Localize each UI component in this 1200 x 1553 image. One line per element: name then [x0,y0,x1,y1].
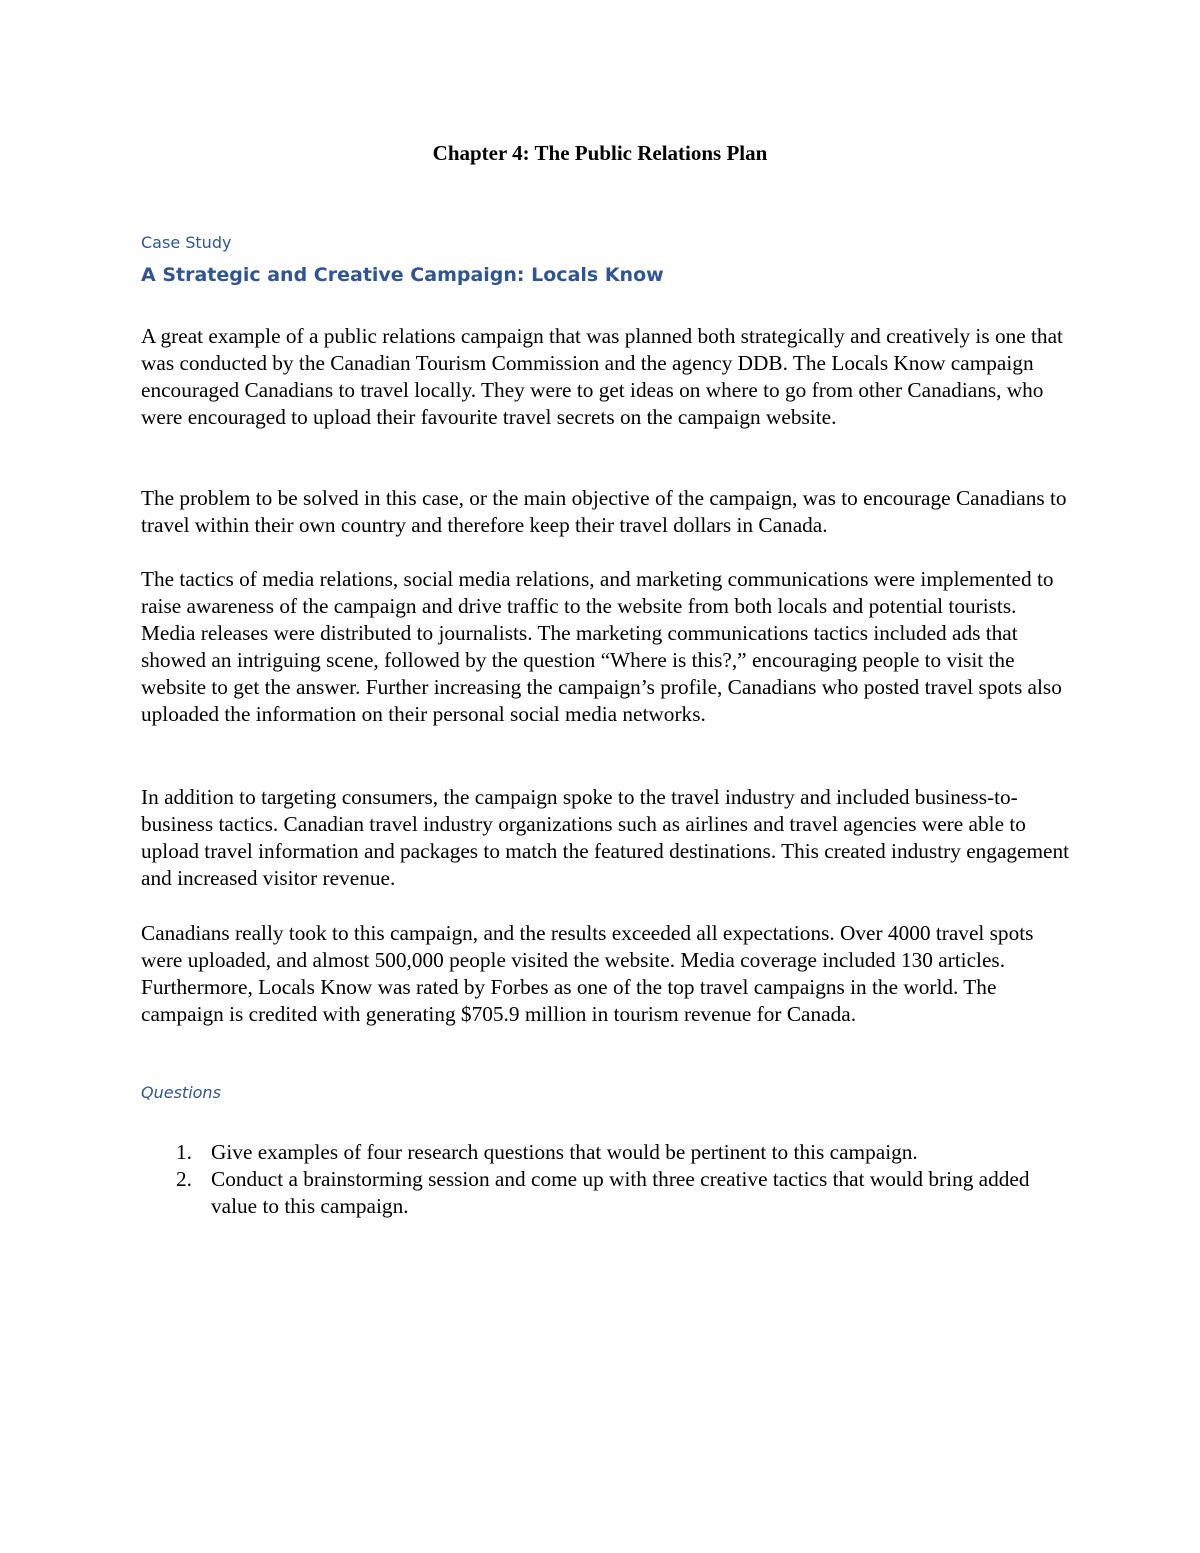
list-item [141,1166,1071,1220]
section-label-case-study: Case Study [141,233,232,252]
page-title: Chapter 4: The Public Relations Plan [432,141,768,165]
questions-heading: Questions [141,1083,221,1102]
case-study-subtitle: A Strategic and Creative Campaign: Locals Know [141,264,664,286]
paragraph-tactics: The tactics of media relations, social media relations, and marketing communications were implemented to raise awareness of the campaign and drive traffic to the website from both locals and potential tourists. Media releases were distributed to journalists. The marketing communications tactics included ads that showed an intriguing scene, followed by the question “Where is this?,” encouraging people to visit the website to get the answer. Further increasing the campaign’s profile, Canadians who posted travel spots also uploaded the information on their personal social media networks. [141,567,1062,726]
question-text: Give examples of four research questions that would be pertinent to this campaign. [211,1140,918,1164]
paragraph-b2b: In addition to targeting consumers, the campaign spoke to the travel industry and included business-to-business tactics. Canadian travel industry organizations such as airlines and travel agencies were able to upload travel information and packages to match the featured destinations. This created industry engagement and increased visitor revenue. [141,785,1070,890]
question-text: Conduct a brainstorming session and come up with three creative tactics that would bring added value to this campaign. [211,1167,1030,1218]
paragraph-intro: A great example of a public relations campaign that was planned both strategically and creatively is one that was conducted by the Canadian Tourism Commission and the agency DDB. The Locals Know campaign encouraged Canadians to travel locally. They were to get ideas on where to go from other Canadians, who were encouraged to upload their favourite travel secrets on the campaign website. [141,324,1063,429]
list-item [141,1139,1071,1166]
question-number: 1. [176,1140,192,1164]
paragraph-objective: The problem to be solved in this case, or the main objective of the campaign, was to encourage Canadians to travel within their own country and therefore keep their travel dollars in Canada. [141,486,1067,537]
paragraph-results: Canadians really took to this campaign, and the results exceeded all expectations. Over 4000 travel spots were uploaded, and almost 500,000 people visited the website. Media coverage included 130 articles. Furthermore, Locals Know was rated by Forbes as one of the top travel campaigns in the world. The campaign is credited with generating $705.9 million in tourism revenue for Canada. [141,921,1034,1026]
question-number: 2. [176,1167,192,1191]
questions-list [141,1139,1071,1220]
